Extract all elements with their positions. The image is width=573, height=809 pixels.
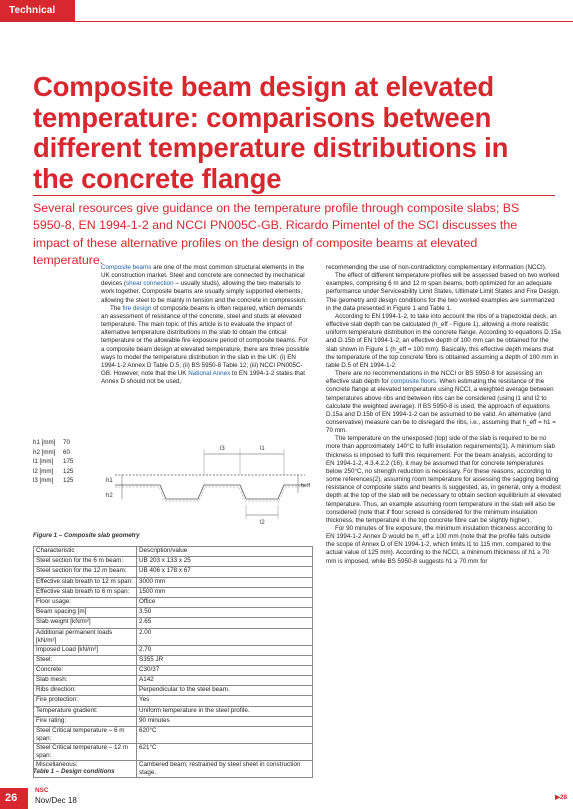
table-caption: Table 1 – Design conditions — [33, 768, 115, 775]
table-row — [34, 628, 313, 645]
body-column-2 — [326, 264, 561, 566]
table-cell: Slab weight [kN/m²] — [34, 618, 137, 628]
table-cell: 2.65 — [137, 618, 313, 628]
label-l3: l3 — [220, 446, 225, 452]
table-cell: 620°C — [137, 727, 313, 744]
table-cell: Fire protection: — [34, 696, 137, 706]
param-row: h2 [mm] 60 — [33, 448, 70, 456]
table-cell: 3.50 — [137, 608, 313, 618]
param-row: l2 [mm] 125 — [33, 467, 74, 475]
table-cell: Miscellaneous: — [34, 761, 137, 778]
table-header-cell: Characteristic — [34, 547, 137, 557]
table-cell: Office — [137, 597, 313, 607]
table-cell: Floor usage: — [34, 597, 137, 607]
figure-caption: Figure 1 – Composite slab geometry — [33, 532, 140, 539]
page-number: 26 — [5, 792, 18, 804]
link-composite-floors[interactable]: composite floors — [390, 378, 437, 386]
continued-link[interactable]: ▶28 — [555, 794, 567, 801]
table-row — [34, 557, 313, 567]
section-label: Technical — [9, 5, 56, 16]
table-row — [34, 665, 313, 675]
table-cell: Steel section for the 6 m beam: — [34, 557, 137, 567]
title-rule — [33, 195, 555, 196]
table-cell: Steel: — [34, 655, 137, 665]
table-row — [34, 686, 313, 696]
design-conditions-table — [33, 546, 313, 778]
table-cell: Beam spacing [m] — [34, 608, 137, 618]
table-cell: S355 JR — [137, 655, 313, 665]
table-cell: C30/37 — [137, 665, 313, 675]
table-cell: Temperature gradient: — [34, 706, 137, 716]
continued-page: 28 — [559, 794, 567, 801]
paragraph: The temperature on the unexposed (top) side of the slab is required to be no more than approximately 140°C to fulfil insulation requirements(1). A minimum slab thickness is imposed to fulfil this requirement. For the beam analysis, according to EN 1994-1-2, 4.3.4.2.2 (16), it may be assumed that for concrete temperatures below 250°C, no strength reduction is necessary. For these reasons, according to some references(2), assuming room temperature for assessing the sagging bending resistance of composite slabs and beams is suggested, as, in general, only a modest depth at the top of the slab will be necessary to obtain section equilibrium at elevated temperature. Thus, an example assuming room temperature in the slab will also be considered (note that if floor screed is considered for the minimum insulation thickness, the temperature in the top concrete fibre can be slightly higher). — [326, 435, 561, 524]
table-cell: Yes — [137, 696, 313, 706]
table-cell: A142 — [137, 676, 313, 686]
link-shear-connection[interactable]: shear connection — [126, 280, 174, 288]
param-row: l3 [mm] 125 — [33, 477, 74, 485]
table-row — [34, 727, 313, 744]
table-row — [34, 655, 313, 665]
label-l2: l2 — [260, 520, 265, 526]
section-tag — [0, 0, 75, 21]
label-h2: h2 — [106, 493, 113, 499]
table-header-row — [34, 547, 313, 557]
paragraph: recommending the use of non-contradictory complementary information (NCCI). — [326, 264, 547, 271]
table-header-cell: Description/value — [137, 547, 313, 557]
table-cell: Ribs direction: — [34, 686, 137, 696]
table-cell: 1500 mm — [137, 587, 313, 597]
link-composite-beams[interactable]: Composite beams — [101, 264, 152, 271]
header-rule — [0, 21, 573, 22]
table-cell: Effective slab breath to 12 m span: — [34, 577, 137, 587]
table-row — [34, 706, 313, 716]
table-cell: Steel Critical temperature – 6 m span: — [34, 727, 137, 744]
table-cell: Steel Critical temperature – 12 m span: — [34, 744, 137, 761]
table-cell: 2.70 — [137, 645, 313, 655]
param-row: l1 [mm] 175 — [33, 458, 74, 466]
paragraph: The fire design of composite beams is often required, which demands an assessment of resistance of the concrete, steel and studs at elevated temperature. The main topic of this article is to evaluate the impact of alternative temperature distributions in the slab to obtain the critical temperature or the allowable fire exposure period of composite beams. For a composite beam design at elevated temperature, there are three possible ways to model the temperature distribution in the slab in the UK: (i) EN 1994-1-2 Annex D Table D.5; (ii) BS 5950-8 Table 12; (iii) NCCI PN005C-GB. However, note that the UK National Annex to EN 1994-1-2 states that Annex D should not be used, — [101, 304, 310, 386]
body-column-1 — [101, 264, 311, 386]
table-row — [34, 587, 313, 597]
table-row — [34, 744, 313, 761]
table-cell: Additional permanent loads [kN/m²] — [34, 628, 137, 645]
table-cell: Uniform temperature in the steel profile. — [137, 706, 313, 716]
standfirst: Several resources give guidance on the temperature profile through composite slabs; BS 5950-8, EN 1994-1-2 and NCCI PN005C-GB. Ricardo Pimentel of the SCI discusses the impact of these alternative profiles on the design of composite beams at elevated temperature. — [33, 201, 520, 268]
page-number-tab — [0, 788, 28, 809]
label-h1: h1 — [106, 478, 113, 484]
table-row — [34, 577, 313, 587]
param-row: h1 [mm] 70 — [33, 439, 70, 446]
paragraph: According to EN 1994-1-2, to take into account the ribs of a trapezoidal deck, an effective slab depth can be calculated (h_eff - Figure 1), allowing a more realistic uniform temperature distribution in the concrete flange. According to equations D.15a and D.15b of EN 1994-1-2, an effective depth of 100 mm can be obtained for the slab shown in Figure 1 (h_eff = 100 mm). Basically, this effective depth means that the temperature of the top concrete fibre is obtained assuming a depth of 100 mm in table D.5 of EN 1994-1-2. — [326, 312, 561, 369]
table-cell: Imposed Load [kN/m²] — [34, 645, 137, 655]
table-cell: 621°C — [137, 744, 313, 761]
label-heff: heff — [301, 483, 311, 489]
table-row — [34, 696, 313, 706]
table-cell: Concrete: — [34, 665, 137, 675]
paragraph: There are no recommendations in the NCCI or BS 5950-8 for assessing an effective slab depth for composite floors. When estimating the resistance of the concrete flange at elevated temperature using NCCI, a weighted average between temperatures above ribs and between ribs can be considered (using l1 and l2 to calculate the weighted average). If BS 5950-8 is used, the approach of equations D.15a and D.15b of EN 1994-1-2 can be assumed to be valid. An alternative (and conservative) measure can be to disregard the ribs, i.e., assuming that h_eff = h1 = 70 mm. — [326, 370, 556, 435]
table-cell: Slab mesh: — [34, 676, 137, 686]
label-l1: l1 — [260, 446, 265, 452]
table-row — [34, 676, 313, 686]
table-row — [34, 597, 313, 607]
table-row — [34, 618, 313, 628]
table-row — [34, 716, 313, 726]
article-title: Composite beam design at elevated temperature: comparisons between different temperature distributions in the concrete flange — [33, 71, 509, 194]
link-fire-design[interactable]: fire design — [122, 304, 152, 312]
link-national-annex[interactable]: National Annex — [188, 370, 231, 378]
table-cell: UB 203 x 133 x 25 — [137, 557, 313, 567]
table-cell: 2.00 — [137, 628, 313, 645]
table-cell: Cambered beam; restrained by steel sheet in construction stage. — [137, 761, 313, 778]
table-cell: Steel section for the 12 m beam: — [34, 567, 137, 577]
paragraph: The effect of different temperature profiles will be assessed based on two worked examples, comprising 6 m and 12 m span beams, both optimized for an adequate performance under Serviceability Limit States, Ultimate Limit States and Fire Design. The geometry and design conditions for the two worked examples are summarized in the data presented in Figure 1 and Table 1. — [326, 272, 561, 312]
publication-name: NSC — [35, 787, 49, 794]
slab-geometry-diagram — [100, 427, 318, 528]
issue-date: Nov/Dec 18 — [35, 796, 77, 805]
table-cell: Fire rating: — [34, 716, 137, 726]
table-row — [34, 645, 313, 655]
table-row — [34, 567, 313, 577]
table-cell: 3000 mm — [137, 577, 313, 587]
paragraph: Composite beams are one of the most common structural elements in the UK construction market. Steel and concrete are connected by mechanical devices (shear connection – usually studs), allowing the two materials to work together. Composite beams are usually simply supported elements, allowing the steel to be mainly in tension and the concrete in compression. — [101, 264, 307, 304]
table-row — [34, 608, 313, 618]
paragraph: For 90 minutes of fire exposure, the minimum insulation thickness according to EN 1994-1-2 Annex D would be h_eff ≥ 100 mm (note that the profile falls outside the scope of Annex D of EN 1994-1-2, which limits l1 to 115 mm, compared to the actual value of 125 mm). According to the NCCI, a minimum thickness of h1 ≥ 70 mm is imposed, while BS 5950-8 suggests h1 ≥ 70 mm for — [326, 525, 553, 565]
table-cell: Perpendicular to the steel beam. — [137, 686, 313, 696]
table-cell: UB 406 x 178 x 67 — [137, 567, 313, 577]
slab-parameters — [33, 438, 103, 486]
table-cell: Effective slab breath to 6 m span: — [34, 587, 137, 597]
table-cell: 90 minutes — [137, 716, 313, 726]
